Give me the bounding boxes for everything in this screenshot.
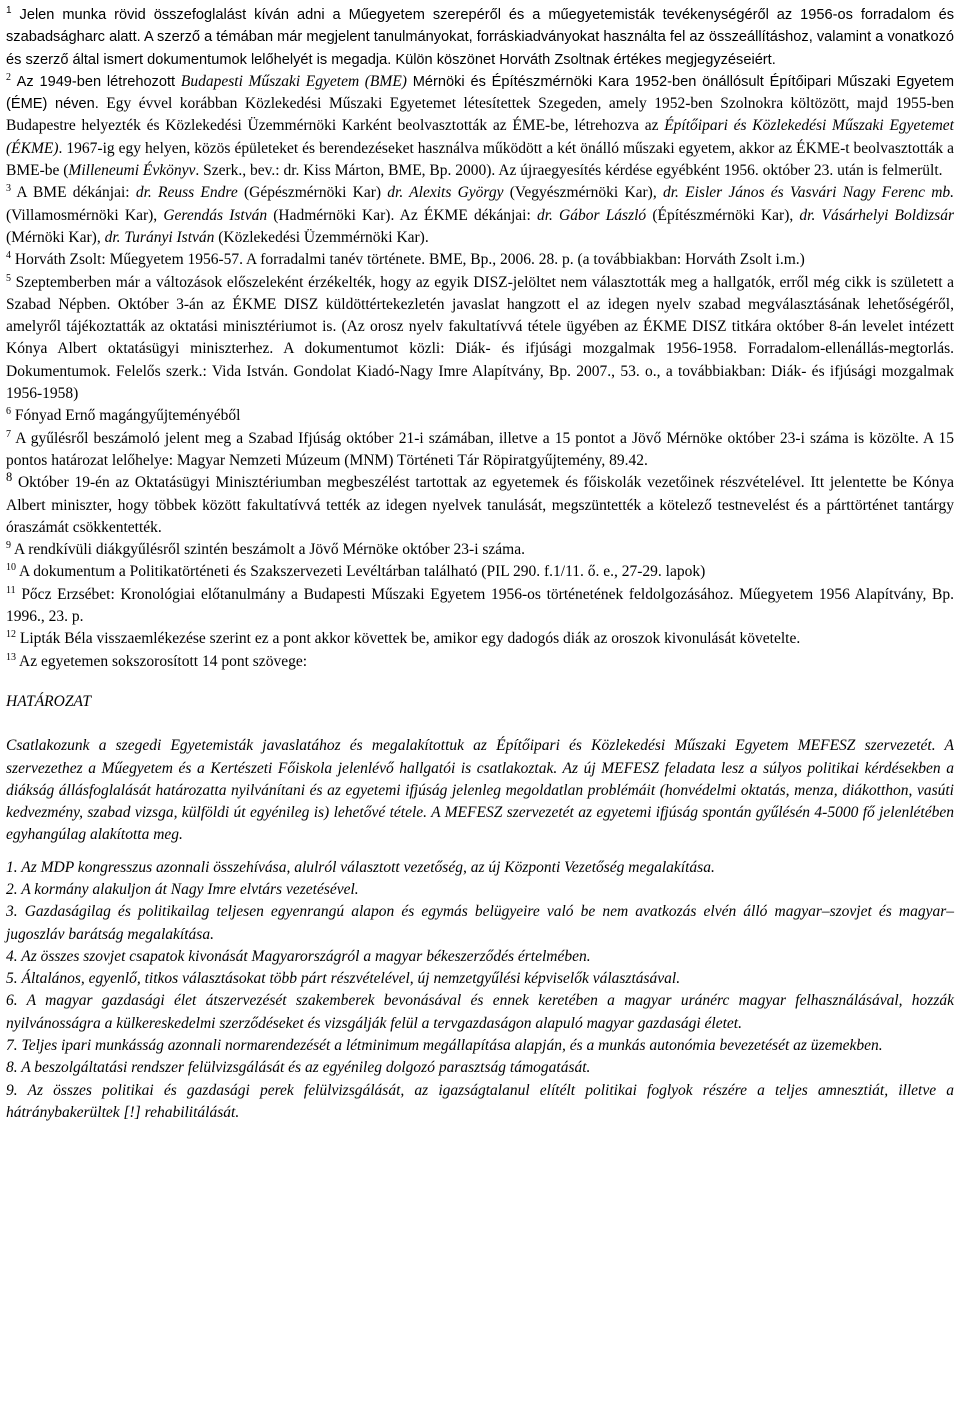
footnote-number: 7 — [6, 428, 11, 440]
footnote-text: Október 19-én az Oktatásügyi Minisztériumban megbeszélést tartottak az egyetemek és főiskolák vezetőinek részvételével. Itt jelentette be Kónya Albert miniszter, hogy többek között fakultatívvá tették az idegen nyelvek tanulását, megszüntették a kötelező testnevelést és a párttörténet tantárgy óraszámát csökkentették. — [6, 474, 954, 536]
footnote-12 — [6, 628, 954, 650]
resolution-point: 4. Az összes szovjet csapatok kivonását Magyarországról a magyar békeszerződés értelmében. — [6, 947, 591, 965]
footnote-number: 5 — [6, 272, 11, 284]
footnote-italic: Milleneumi Évkönyv — [68, 162, 196, 180]
footnote-italic: Budapesti Műszaki Egyetem (BME) — [180, 72, 407, 90]
resolution-intro: Csatlakozunk a szegedi Egyetemisták javaslatához és megalakítottuk az Építőipari és Közlekedési Műszaki Egyetem MEFESZ szervezetét. A szervezethez a Műegyetem és a Kertészeti Főiskola jelenlévő hallgatói is csatlakoztak. Az új MEFESZ feladata lesz a súlyos politikai kérdésekben a diákság állásfoglalását határozatta nyilvánítani és az egyetemi ifjúság jelenleg megoldatlan problémáit (honvédelmi oktatás, menza, diákotthon, vasúti kedvezmény, szabad vizsga, külföldi út egyénileg is) lehetővé tétele. A MEFESZ szervezetét az egyetemi ifjúság spontán gyűlésén 4-5000 fő jelenlétében egyhangúlag alakította meg. — [6, 737, 954, 844]
footnote-number: 9 — [6, 539, 11, 551]
resolution-point: 9. Az összes politikai és gazdasági perek felülvizsgálását, az igazságtalanul elítélt politikai foglyok részére a teljes amnesztiát, illetve a hátránybakerültek [!] rehabilitálását. — [6, 1081, 954, 1121]
footnote-number: 4 — [6, 250, 11, 262]
footnote-number: 8 — [6, 470, 13, 485]
footnote-13 — [6, 651, 954, 673]
footnote-text: Lipták Béla visszaemlékezése szerint ez a pont akkor követtek be, amikor egy dadogós diák az oroszok kivonulását követelte. — [19, 630, 801, 648]
footnote-text: A dokumentum a Politikatörténeti és Szakszervezeti Levéltárban található (PIL 290. f.1/11. ő. e., 27-29. lapok) — [19, 563, 706, 581]
resolution-point: 2. A kormány alakuljon át Nagy Imre elvtárs vezetésével. — [6, 880, 359, 898]
footnote-5 — [6, 272, 954, 406]
footnote-number: 12 — [6, 629, 16, 641]
footnote-text: Horváth Zsolt: Műegyetem 1956-57. A forradalmi tanév története. BME, Bp., 2006. 28. p. (a továbbiakban: Horváth Zsolt i.m.) — [14, 251, 805, 269]
resolution-point: 5. Általános, egyenlő, titkos választásokat több párt részvételével, új nemzetgyűlési képviselők választásával. — [6, 970, 681, 988]
footnote-11 — [6, 584, 954, 629]
footnote-text: Pőcz Erzsébet: Kronológiai előtanulmány a Budapesti Műszaki Egyetem 1956-os történetének feldolgozásához. Műegyetem 1956 Alapítvány, Bp. 1996., 23. p. — [6, 585, 954, 626]
resolution-point: 6. A magyar gazdasági élet átszervezését szakemberek bevonásával és ennek keretében a magyar uránérc magyar felhasználásával, hozzák nyilvánosságra a külkereskedelmi szerződéseket és vizsgálják felül a tervgazdaságon alapuló magyar gazdasági életet. — [6, 992, 954, 1032]
footnote-1 — [6, 4, 954, 71]
footnote-text: Jelen munka rövid összefoglalást kíván adni a Műegyetem szerepéről és a műegyetemisták tevékenységéről az 1956-os forradalom és szabadságharc alatt. A szerző a témában már megjelent tanulmányokat, forráskiadványokat használta fel az összeállításhoz, valamint a vonatkozó és szerző által ismert dokumentumok lelőhelyét is megadja. Külön köszönet Horváth Zsoltnak értékes megjegyzéseiért. — [6, 7, 954, 68]
footnote-number: 10 — [6, 562, 16, 574]
resolution-point: 7. Teljes ipari munkásság azonnali normarendezését a létminimum megállapítása alapján, és a munkás autonómia bevezetését az üzemekben. — [6, 1037, 883, 1055]
footnote-10 — [6, 561, 954, 583]
footnote-number: 1 — [6, 5, 12, 17]
footnote-number: 2 — [6, 71, 11, 83]
footnote-7 — [6, 428, 954, 473]
footnote-8 — [6, 472, 954, 539]
footnote-italic: Építőipari és Közlekedési Műszaki Egyetemet (ÉKME) — [6, 117, 954, 157]
resolution-point: 3. Gazdaságilag és politikailag teljesen egyenrangú alapon és egymás belügyeire való be nem avatkozás elvén álló magyar–szovjet és magyar–jugoszláv barátság megalakítása. — [6, 903, 954, 943]
footnote-text: Fónyad Ernő magángyűjteményéből — [14, 407, 241, 425]
footnote-number: 13 — [6, 651, 16, 663]
footnote-text: Szeptemberben már a változások előszeleként érzékelték, hogy az egyik DISZ-jelöltet nem választották meg a hallgatók, erről még cikk is született a Szabad Népben. Október 3-án az ÉKME DISZ küldöttértekezletén javaslat hangzott el az idegen nyelv szabad megválasztásának lehetőségéről, amelyről tájékoztatták az oktatási minisztériumot is. (Az orosz nyelv fakultatívvá tétele ügyében az ÉKME DISZ titkára október 8-án levelet intézett Kónya Albert oktatásügyi miniszterhez. A dokumentumot közli: Diák- és ifjúsági mozgalmak 1956-1958. Forradalom-ellenállás-megtorlás. Dokumentumok. Felelős szerk.: Vida István. Gondolat Kiadó-Nagy Imre Alapítvány, Bp. 2007., 53. o., a továbbiakban: Diák- és ifjúsági mozgalmak 1956-1958) — [6, 273, 955, 403]
footnote-6 — [6, 405, 954, 427]
footnote-2: $^2$ Az 1949-ben létrehozott Budapesti Műszaki Egyetem (BME) Mérnöki és Építészmérnöki Kara 1952-ben önállósult Építőipari Műszaki Egyetem (ÉME) néven. Egy évvel korábban Közlekedési Műszaki Egyetemet létesítettek Szegeden, amely 1952-ben Szolnokra költözött, majd 1955-ben Budapestre helyezték és Közlekedési Üzemmérnöki Karként beolvasztották az ÉME-be, létrehozva az Építőipari és Közlekedési Műszaki Egyetemet (ÉKME). 1967-ig egy helyen, közös épületeket és berendezéseket használva működött a két önálló műszaki egyetem, akkor az ÉKME-t beolvasztották a BME-be (Milleneumi Évkönyv. Szerk., bev.: dr. Kiss Márton, BME, Bp. 2000). Az újraegyesítés kérdése egyébként 1956. október 23. után is felmerült. — [6, 71, 955, 180]
footnote-text: A gyűlésről beszámoló jelent meg a Szabad Ifjúság október 21-i számában, illetve a 15 pontot a Jövő Mérnöke október 23-i száma is közölte. A 15 pontos határozat lelőhelye: Magyar Nemzeti Múzeum (MNM) Történeti Tár Röpiratgyűjtemény, 89.42. — [6, 429, 954, 469]
resolution-point: 1. Az MDP kongresszus azonnali összehívása, alulról választott vezetőség, az új Központi Vezetőség megalakítása. — [6, 858, 715, 876]
footnote-text: Az egyetemen sokszorosított 14 pont szövege: — [19, 652, 308, 670]
resolution-points — [6, 857, 954, 1125]
resolution-title: HATÁROZAT — [6, 692, 91, 710]
footnote-4 — [6, 249, 954, 271]
footnote-3: $^3$ A BME dékánjai: dr. Reuss Endre (Gépészmérnöki Kar) dr. Alexits György (Vegyészmérnöki Kar), dr. Eisler János és Vasvári Nagy Ferenc mb. (Villamosmérnöki Kar), Gerendás István (Hadmérnöki Kar). Az ÉKME dékánjai: dr. Gábor László (Építészmérnöki Kar), dr. Vásárhelyi Boldizsár (Mérnöki Kar), dr. Turányi István (Közlekedési Üzemmérnöki Kar). — [6, 183, 955, 246]
footnote-number: 3 — [6, 183, 11, 195]
footnote-text: A rendkívüli diákgyűlésről szintén beszámolt a Jövő Mérnöke október 23-i száma. — [14, 541, 525, 559]
footnote-number: 6 — [6, 406, 11, 418]
resolution-point: 8. A beszolgáltatási rendszer felülvizsgálását és az egyénileg dolgozó parasztság támogatását. — [6, 1059, 591, 1077]
footnote-9 — [6, 539, 954, 561]
footnote-number: 11 — [6, 584, 16, 596]
